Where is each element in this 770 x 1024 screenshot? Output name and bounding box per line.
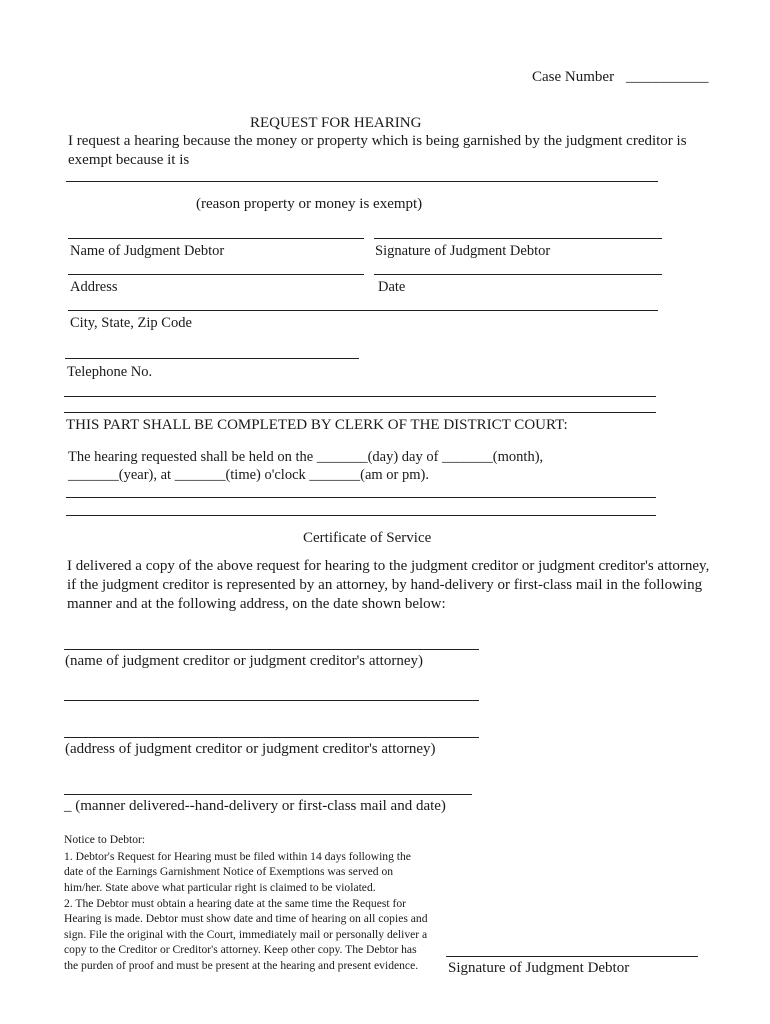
case-number-blank[interactable]: ___________ [626, 69, 709, 85]
notice-item-2: 2. The Debtor must obtain a hearing date at the same time the Request for Hearing is made. Debtor must show date and time of hearing on all copies and sign. File the original with the Court, immediately mail or personally deliver a copy to the Creditor or Creditor's attorney. Keep other copy. The Debtor has the purden of proof and must be present at the hearing and present evidence. [64, 897, 428, 972]
signature-debtor-label: Signature of Judgment Debtor [375, 243, 551, 259]
clerk-blank-line-1[interactable] [66, 497, 656, 498]
manner-caption: _ (manner delivered--hand-delivery or first-class mail and date) [64, 798, 446, 814]
address-line[interactable] [68, 274, 364, 275]
telephone-label: Telephone No. [67, 364, 153, 380]
clerk-blank-line-2[interactable] [66, 515, 656, 516]
case-number-label: Case Number [532, 69, 615, 85]
page-title: REQUEST FOR HEARING [250, 115, 422, 131]
clerk-line-2: _______(year), at _______(time) o'clock _______(am or pm). [68, 467, 429, 483]
address-label: Address [70, 279, 118, 295]
creditor-name-line[interactable] [64, 649, 479, 650]
date-label: Date [378, 279, 406, 295]
final-signature-line[interactable] [446, 956, 698, 957]
creditor-name-caption: (name of judgment creditor or judgment creditor's attorney) [65, 653, 424, 669]
name-debtor-label: Name of Judgment Debtor [70, 243, 225, 259]
clerk-heading: THIS PART SHALL BE COMPLETED BY CLERK OF THE DISTRICT COURT: [66, 417, 568, 433]
creditor-address-line-1[interactable] [64, 700, 479, 701]
date-line[interactable] [374, 274, 662, 275]
reason-caption: (reason property or money is exempt) [196, 196, 423, 212]
certificate-heading: Certificate of Service [303, 530, 432, 546]
notice-heading: Notice to Debtor: [64, 833, 146, 846]
manner-line[interactable] [64, 794, 472, 795]
city-state-zip-label: City, State, Zip Code [70, 315, 192, 331]
final-signature-label: Signature of Judgment Debtor [448, 960, 630, 976]
clerk-line-1: The hearing requested shall be held on the _______(day) day of _______(month), [68, 449, 544, 465]
reason-line[interactable] [66, 181, 658, 182]
notice-item-1: 1. Debtor's Request for Hearing must be filed within 14 days following the date of the Earnings Garnishment Notice of Exemptions was served on him/her. State above what particular right is claimed to be violated. [64, 850, 411, 894]
signature-debtor-line[interactable] [374, 238, 662, 239]
separator-line-1 [64, 396, 656, 397]
intro-text: I request a hearing because the money or property which is being garnished by the judgment creditor is exempt because it is [68, 133, 687, 168]
creditor-address-line-2[interactable] [64, 737, 479, 738]
telephone-line[interactable] [65, 358, 359, 359]
name-debtor-line[interactable] [68, 238, 364, 239]
city-state-zip-line[interactable] [68, 310, 658, 311]
separator-line-2 [64, 412, 656, 413]
creditor-address-caption: (address of judgment creditor or judgment creditor's attorney) [65, 741, 436, 757]
certificate-body: I delivered a copy of the above request for hearing to the judgment creditor or judgment creditor's attorney, if the judgment creditor is represented by an attorney, by hand-delivery or first-class mail in the following manner and at the following address, on the date shown below: [67, 558, 710, 612]
